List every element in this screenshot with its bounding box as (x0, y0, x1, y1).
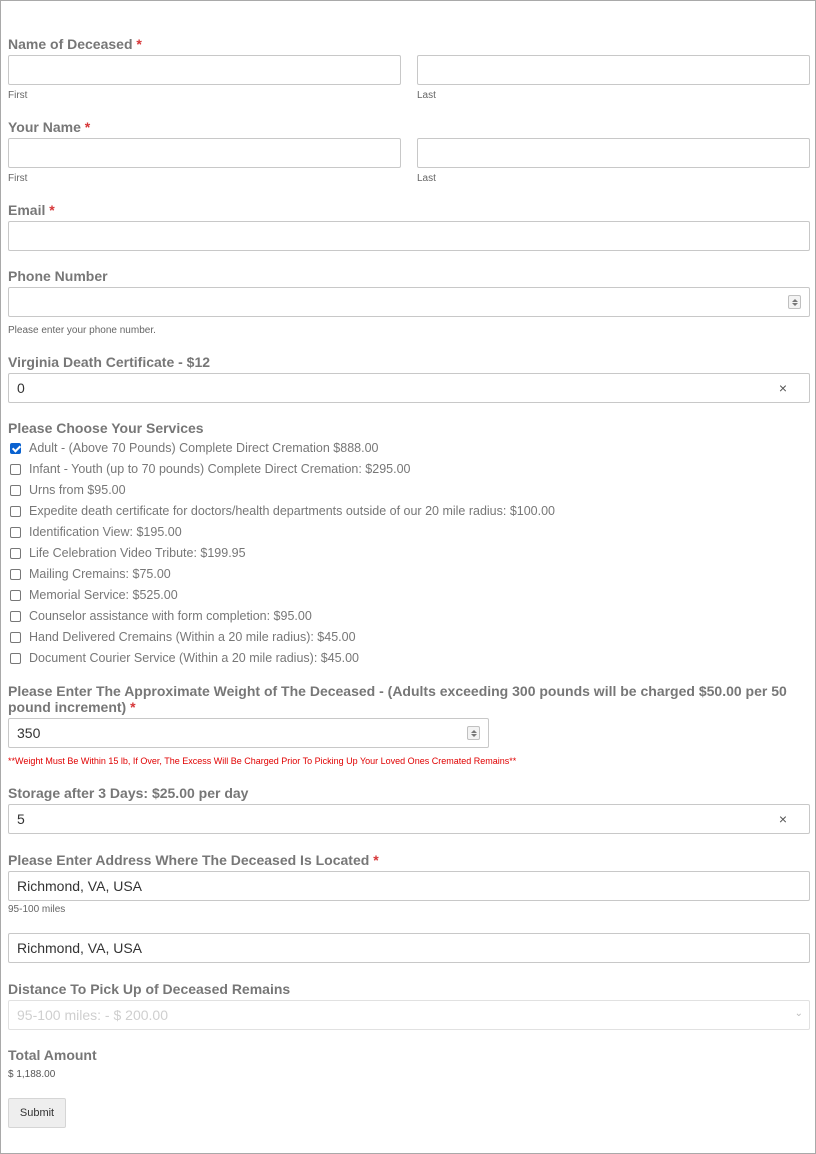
deceased-name-label-text: Name of Deceased (8, 36, 133, 52)
service-option[interactable] (10, 566, 171, 582)
phone-input[interactable] (8, 287, 810, 317)
service-option[interactable] (10, 461, 410, 477)
address-description: 95-100 miles (8, 904, 66, 915)
service-option-label: Document Courier Service (Within a 20 mile radius): $45.00 (29, 651, 359, 665)
phone-spinner-icon[interactable] (788, 295, 801, 309)
email-label (8, 202, 55, 218)
weight-warning: **Weight Must Be Within 15 lb, If Over, The Excess Will Be Charged Prior To Picking Up Your Loved Ones Cremated Remains** (8, 756, 517, 766)
service-option[interactable] (10, 629, 356, 645)
service-option-label: Life Celebration Video Tribute: $199.95 (29, 546, 246, 560)
service-checkbox[interactable] (10, 548, 21, 559)
your-name-label (8, 119, 90, 135)
service-checkbox[interactable] (10, 464, 21, 475)
clear-icon[interactable]: × (778, 811, 787, 827)
address-secondary-input[interactable]: Richmond, VA, USA (8, 933, 810, 963)
deceased-last-sublabel: Last (417, 90, 436, 101)
service-option[interactable] (10, 503, 555, 519)
required-marker: * (130, 699, 136, 715)
your-first-sublabel: First (8, 173, 28, 184)
address-label (8, 852, 379, 868)
service-checkbox[interactable] (10, 527, 21, 538)
required-marker: * (49, 202, 55, 218)
email-label-text: Email (8, 202, 46, 218)
address-label-text: Please Enter Address Where The Deceased Is Located (8, 852, 370, 868)
weight-label (8, 683, 808, 715)
service-option[interactable] (10, 608, 312, 624)
distance-select[interactable] (8, 1000, 810, 1030)
service-option[interactable] (10, 482, 126, 498)
service-option[interactable] (10, 650, 359, 666)
service-option-label: Mailing Cremains: $75.00 (29, 567, 171, 581)
deceased-first-name-input[interactable] (8, 55, 401, 85)
service-option[interactable] (10, 545, 246, 561)
service-checkbox[interactable] (10, 611, 21, 622)
service-checkbox[interactable] (10, 506, 21, 517)
email-input[interactable] (8, 221, 810, 251)
certificate-quantity-input[interactable] (8, 373, 810, 403)
phone-label: Phone Number (8, 268, 108, 284)
service-option-label: Expedite death certificate for doctors/health departments outside of our 20 mile radius: $100.00 (29, 504, 556, 518)
service-option[interactable] (10, 440, 379, 456)
service-option[interactable] (10, 587, 178, 603)
service-option-label: Adult - (Above 70 Pounds) Complete Direct Cremation $888.00 (29, 441, 379, 455)
storage-value: 5 (17, 811, 25, 827)
required-marker: * (84, 119, 91, 135)
chevron-down-icon: ⌄ (794, 1008, 803, 1019)
service-checkbox[interactable] (10, 443, 21, 454)
weight-label-text: Please Enter The Approximate Weight of The Deceased - (Adults exceeding 300 pounds will be charged $50.00 per 50 pound increment) (8, 683, 787, 715)
service-option-label: Hand Delivered Cremains (Within a 20 mile radius): $45.00 (29, 630, 356, 644)
service-checkbox[interactable] (10, 569, 21, 580)
services-label: Please Choose Your Services (8, 420, 204, 436)
storage-days-input[interactable] (8, 804, 810, 834)
phone-description: Please enter your phone number. (8, 325, 156, 336)
service-checkbox[interactable] (10, 590, 21, 601)
certificate-value: 0 (17, 380, 25, 396)
required-marker: * (136, 36, 142, 52)
your-last-name-input[interactable] (417, 138, 810, 168)
certificate-label: Virginia Death Certificate - $12 (8, 354, 211, 370)
distance-selected-value: 95-100 miles: - $ 200.00 (17, 1007, 168, 1023)
service-option-label: Memorial Service: $525.00 (29, 588, 178, 602)
submit-button[interactable]: Submit (8, 1098, 66, 1128)
total-label: Total Amount (8, 1047, 97, 1063)
weight-input[interactable] (8, 718, 489, 748)
weight-spinner-icon[interactable] (467, 726, 480, 740)
service-option-label: Urns from $95.00 (29, 483, 126, 497)
deceased-last-name-input[interactable] (417, 55, 810, 85)
weight-value: 350 (17, 725, 41, 741)
deceased-name-label (8, 36, 142, 52)
service-option-label: Infant - Youth (up to 70 pounds) Complete Direct Cremation: $295.00 (29, 462, 411, 476)
total-amount-value: $ 1,188.00 (8, 1069, 56, 1080)
distance-label: Distance To Pick Up of Deceased Remains (8, 981, 291, 997)
service-checkbox[interactable] (10, 653, 21, 664)
service-option-label: Identification View: $195.00 (29, 525, 182, 539)
your-first-name-input[interactable] (8, 138, 401, 168)
service-option[interactable] (10, 524, 182, 540)
service-checkbox[interactable] (10, 485, 21, 496)
required-marker: * (373, 852, 379, 868)
deceased-first-sublabel: First (8, 90, 28, 101)
service-option-label: Counselor assistance with form completion: $95.00 (29, 609, 312, 623)
your-name-label-text: Your Name (8, 119, 81, 135)
address-input[interactable]: Richmond, VA, USA (8, 871, 810, 901)
your-last-sublabel: Last (417, 173, 436, 184)
service-checkbox[interactable] (10, 632, 21, 643)
storage-label: Storage after 3 Days: $25.00 per day (8, 785, 249, 801)
clear-icon[interactable]: × (778, 380, 787, 396)
